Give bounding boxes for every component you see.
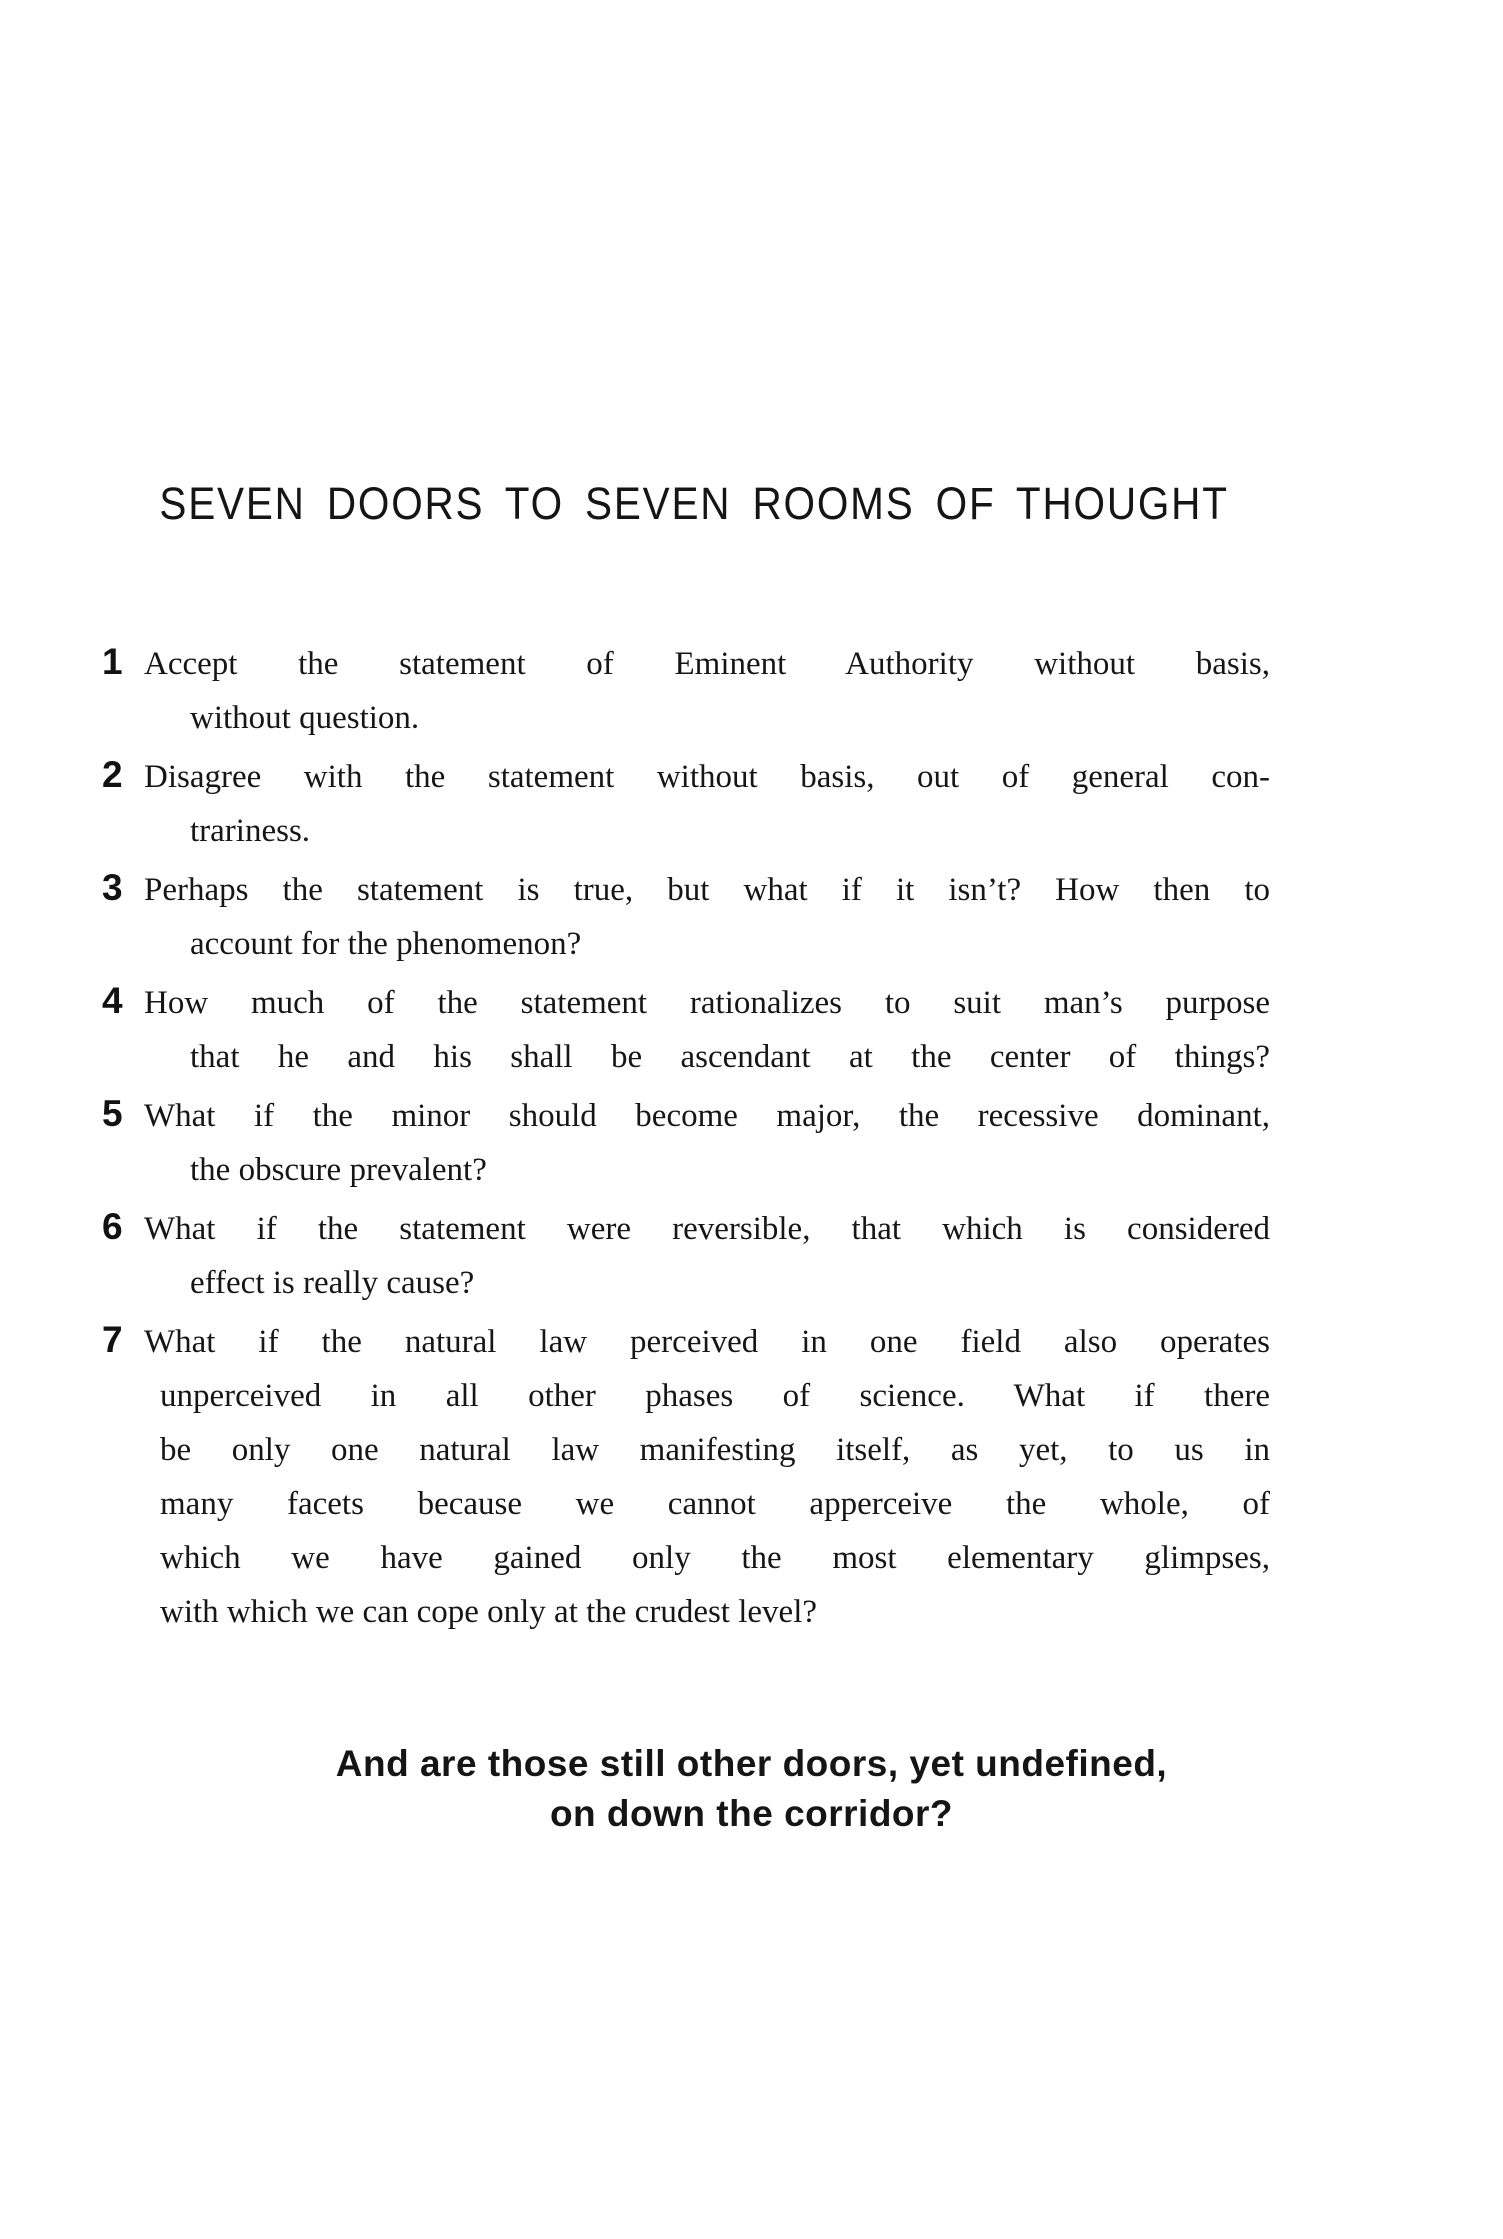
item-number: 1 <box>102 641 123 682</box>
item-line: What if the natural law perceived in one field also operates <box>144 1324 1270 1360</box>
item-number: 2 <box>102 754 123 795</box>
item-line: be only one natural law manifesting itself, as yet, to us in <box>160 1432 1270 1468</box>
page-title <box>100 478 1270 530</box>
item-number: 5 <box>102 1093 123 1134</box>
item-line: Accept the statement of Eminent Authority without basis, <box>144 646 1270 682</box>
item-line: with which we can cope only at the crudest level? <box>160 1594 818 1630</box>
item-line: which we have gained only the most elementary glimpses, <box>160 1540 1270 1576</box>
item-number: 4 <box>102 980 123 1021</box>
item-line: How much of the statement rationalizes to suit man’s purpose <box>144 985 1270 1021</box>
item-line: account for the phenomenon? <box>190 926 582 962</box>
item-line: What if the statement were reversible, that which is considered <box>144 1211 1270 1247</box>
item-line: unperceived in all other phases of science. What if there <box>160 1378 1270 1414</box>
closing-question <box>0 1739 1503 1839</box>
item-line: that he and his shall be ascendant at the center of things? <box>190 1039 1270 1075</box>
closing-line: And are those still other doors, yet undefined, <box>335 1743 1168 1784</box>
list-item <box>102 1089 1270 1197</box>
numbered-list <box>102 637 1270 1644</box>
page-title-text: SEVEN DOORS TO SEVEN ROOMS OF THOUGHT <box>159 478 1229 529</box>
list-item <box>102 1202 1270 1310</box>
item-line: without question. <box>190 700 420 736</box>
item-number: 6 <box>102 1206 123 1247</box>
item-number: 7 <box>102 1319 123 1360</box>
closing-line: on down the corridor? <box>549 1793 954 1834</box>
item-line: effect is really cause? <box>190 1265 475 1301</box>
list-item <box>102 637 1270 745</box>
list-item <box>102 976 1270 1084</box>
item-line: What if the minor should become major, the recessive dominant, <box>144 1098 1270 1134</box>
item-line: trariness. <box>190 813 311 849</box>
item-line: Perhaps the statement is true, but what if it isn’t? How then to <box>144 872 1270 908</box>
list-item <box>102 863 1270 971</box>
item-number: 3 <box>102 867 123 908</box>
list-item <box>102 1315 1270 1639</box>
item-line: Disagree with the statement without basis, out of general con- <box>144 759 1270 795</box>
item-line: the obscure prevalent? <box>190 1152 487 1188</box>
list-item <box>102 750 1270 858</box>
item-line: many facets because we cannot apperceive the whole, of <box>160 1486 1270 1522</box>
